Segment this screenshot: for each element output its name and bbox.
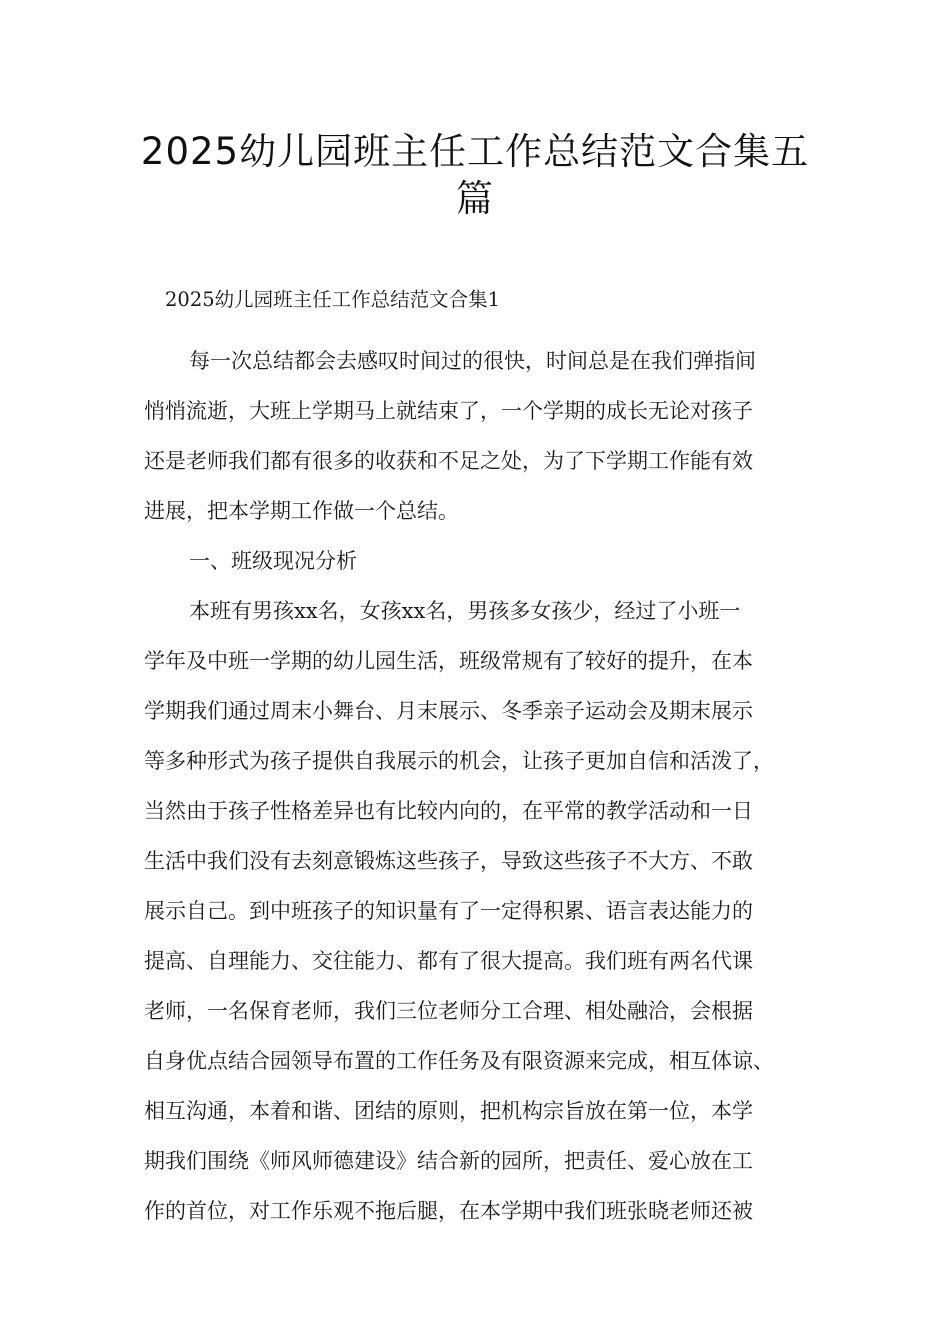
title-line-1: 2025幼儿园班主任工作总结范文合集五 xyxy=(140,130,810,173)
paragraph-3-line-7: 展示自己。到中班孩子的知识量有了一定得积累、语言表达能力的 xyxy=(144,899,753,923)
paragraph-3-line-3: 学期我们通过周末小舞台、月末展示、冬季亲子运动会及期末展示 xyxy=(144,699,753,723)
paragraph-1-line-3: 还是老师我们都有很多的收获和不足之处，为了下学期工作能有效 xyxy=(144,449,753,473)
paragraph-1-line-4: 进展，把本学期工作做一个总结。 xyxy=(144,499,459,523)
paragraph-3-line-1: 本班有男孩xx名，女孩xx名，男孩多女孩少，经过了小班一 xyxy=(189,599,741,623)
paragraph-3-line-10: 自身优点结合园领导布置的工作任务及有限资源来完成，相互体谅、 xyxy=(144,1049,774,1073)
paragraph-3-line-12: 期我们围绕《师风师德建设》结合新的园所，把责任、爱心放在工 xyxy=(144,1149,753,1173)
document-body xyxy=(144,336,808,1236)
document-title xyxy=(140,128,810,222)
paragraph-3-line-4: 等多种形式为孩子提供自我展示的机会，让孩子更加自信和活泼了， xyxy=(144,749,774,773)
paragraph-3-line-11: 相互沟通，本着和谐、团结的原则，把机构宗旨放在第一位，本学 xyxy=(144,1099,753,1123)
paragraph-3-line-13: 作的首位，对工作乐观不拖后腿，在本学期中我们班张晓老师还被 xyxy=(144,1199,753,1223)
paragraph-1-line-1: 每一次总结都会去感叹时间过的很快，时间总是在我们弹指间 xyxy=(189,349,756,373)
section-heading: 一、班级现况分析 xyxy=(189,549,357,573)
title-line-2: 篇 xyxy=(456,177,494,220)
paragraph-3-line-9: 老师，一名保育老师，我们三位老师分工合理、相处融洽，会根据 xyxy=(144,999,753,1023)
paragraph-1-line-2: 悄悄流逝，大班上学期马上就结束了，一个学期的成长无论对孩子 xyxy=(144,399,753,423)
paragraph-3-line-6: 生活中我们没有去刻意锻炼这些孩子，导致这些孩子不大方、不敢 xyxy=(144,849,753,873)
paragraph-3-line-2: 学年及中班一学期的幼儿园生活，班级常规有了较好的提升，在本 xyxy=(144,649,753,673)
paragraph-3-line-8: 提高、自理能力、交往能力、都有了很大提高。我们班有两名代课 xyxy=(144,949,753,973)
section-subtitle: 2025幼儿园班主任工作总结范文合集1 xyxy=(165,288,501,311)
paragraph-3-line-5: 当然由于孩子性格差异也有比较内向的，在平常的教学活动和一日 xyxy=(144,799,753,823)
